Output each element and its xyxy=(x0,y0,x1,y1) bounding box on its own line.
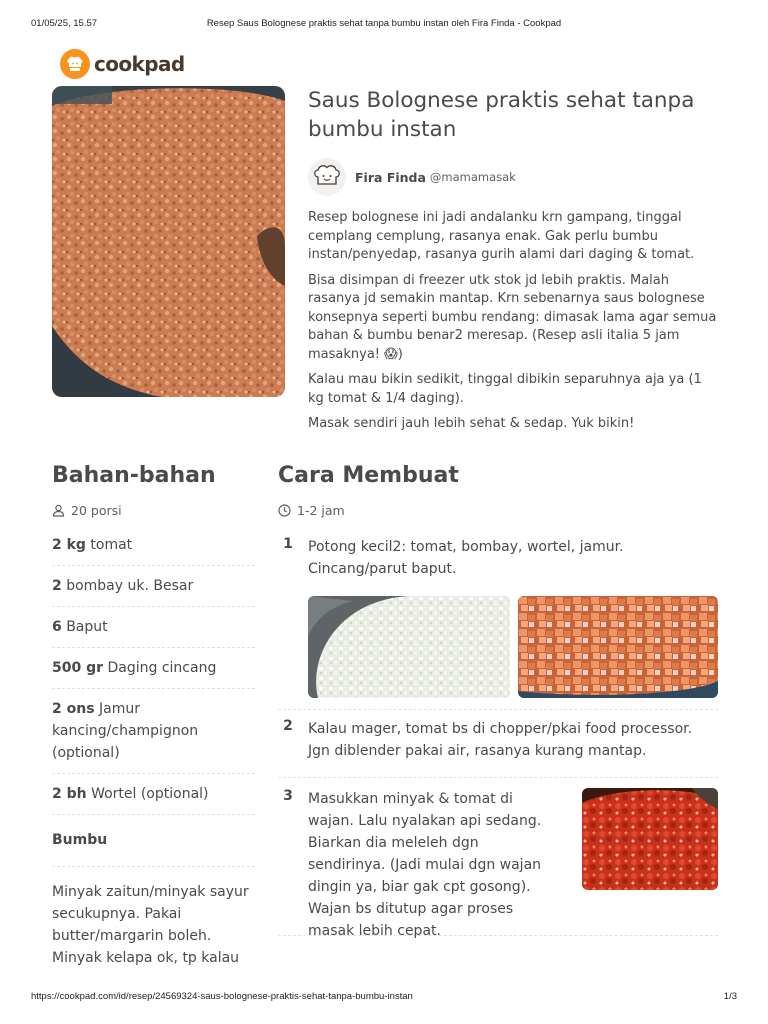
print-timestamp: 01/05/25, 15.57 xyxy=(31,18,98,29)
step-photo-melted-tomato[interactable] xyxy=(582,788,718,890)
ingredient-name: Wortel (optional) xyxy=(91,786,209,802)
clock-icon xyxy=(278,504,291,517)
servings-info xyxy=(52,503,122,518)
step-item xyxy=(278,530,718,710)
print-footer xyxy=(31,991,737,1005)
cookpad-logo[interactable] xyxy=(60,49,185,79)
step-photo-chopped-onion[interactable] xyxy=(308,596,510,698)
step-text: Masukkan minyak & tomat di wajan. Lalu nyalakan api sedang. Biarkan dia meleleh dgn sendirinya. (Jadi mulai dgn wajan dingin ya, biar gak cpt gosong). Wajan bs ditutup agar proses masak lebih cepat. xyxy=(308,791,542,939)
ingredient-item xyxy=(52,571,255,607)
recipe-title: Saus Bolognese praktis sehat tanpa bumbu instan xyxy=(308,88,695,142)
ingredient-item xyxy=(52,530,255,566)
ingredient-name: bombay uk. Besar xyxy=(66,578,194,594)
step-number: 2 xyxy=(283,718,293,734)
ingredient-name: Baput xyxy=(66,619,108,635)
step-text: Kalau mager, tomat bs di chopper/pkai food processor. Jgn diblender pakai air, rasanya kurang mantap. xyxy=(308,721,693,759)
ingredient-bumbu-text: Minyak zaitun/minyak sayur secukupnya. Pakai butter/margarin boleh. Minyak kelapa ok, tp kalau xyxy=(52,884,249,966)
print-document-title: Resep Saus Bolognese praktis sehat tanpa bumbu instan oleh Fira Finda - Cookpad xyxy=(206,18,562,29)
author-avatar[interactable] xyxy=(308,158,346,196)
step-text: Potong kecil2: tomat, bombay, wortel, jamur. Cincang/parut baput. xyxy=(308,539,624,577)
description-paragraph: Kalau mau bikin sedikit, tinggal dibikin separuhnya aja ya (1 kg tomat & 1/4 daging). xyxy=(308,372,702,406)
recipe-hero-image xyxy=(52,86,285,397)
author-info[interactable] xyxy=(308,158,516,196)
step-photos xyxy=(308,596,718,698)
step-number: 1 xyxy=(283,536,293,552)
ingredient-qty: 2 kg xyxy=(52,537,86,553)
chef-hat-logo-icon xyxy=(60,49,90,79)
ingredient-name: tomat xyxy=(90,537,133,553)
print-header xyxy=(31,18,737,32)
ingredient-qty: 6 xyxy=(52,619,62,635)
step-number: 3 xyxy=(283,788,293,804)
ingredient-item xyxy=(52,653,255,689)
duration-info xyxy=(278,503,345,518)
ingredient-qty: 2 xyxy=(52,578,62,594)
servings-text: 20 porsi xyxy=(71,503,122,518)
ingredient-item xyxy=(52,779,255,815)
ingredients-list xyxy=(52,530,255,969)
author-name[interactable]: Fira Finda xyxy=(355,169,426,185)
steps-heading: Cara Membuat xyxy=(278,463,459,488)
duration-text: 1-2 jam xyxy=(297,503,345,518)
description-paragraph: Masak sendiri jauh lebih sehat & sedap. Yuk bikin! xyxy=(308,416,635,431)
ingredient-qty: 500 gr xyxy=(52,660,104,676)
step-item xyxy=(278,710,718,778)
description-paragraph: Bisa disimpan di freezer utk stok jd lebih praktis. Malah rasanya jd semakin mantap. Krn sebenarnya saus bolognese konsepnya seperti bumbu rendang: dimasak lama agar semua bahan & bumbu benar2 meresap. (Resep asli italia 5 jam masaknya! 😱) xyxy=(308,272,717,362)
steps-list xyxy=(278,530,718,939)
print-page-number: 1/3 xyxy=(723,991,737,1002)
recipe-description xyxy=(308,209,720,441)
ingredient-name: Daging cincang xyxy=(107,660,217,676)
print-url: https://cookpad.com/id/resep/24569324-saus-bolognese-praktis-sehat-tanpa-bumbu-instan xyxy=(31,991,413,1002)
author-handle: @mamamasak xyxy=(429,170,516,184)
ingredients-heading: Bahan-bahan xyxy=(52,463,216,488)
ingredient-section-label: Bumbu xyxy=(52,820,255,867)
ingredient-qty: 2 bh xyxy=(52,786,87,802)
ingredient-qty: 2 ons xyxy=(52,701,95,717)
ingredient-name: Jamur kancing/champignon (optional) xyxy=(52,701,199,761)
ingredient-item xyxy=(52,694,255,774)
description-paragraph: Resep bolognese ini jadi andalanku krn gampang, tinggal cemplang cemplung, rasanya enak. Gak perlu bumbu instan/penyedap, rasanya gurih alami dari daging & tomat. xyxy=(308,210,695,262)
step-photo-diced-carrot[interactable] xyxy=(518,596,718,698)
person-icon xyxy=(52,504,65,517)
brand-name: cookpad xyxy=(94,52,185,76)
ingredient-item xyxy=(52,612,255,648)
step-item xyxy=(278,778,718,939)
